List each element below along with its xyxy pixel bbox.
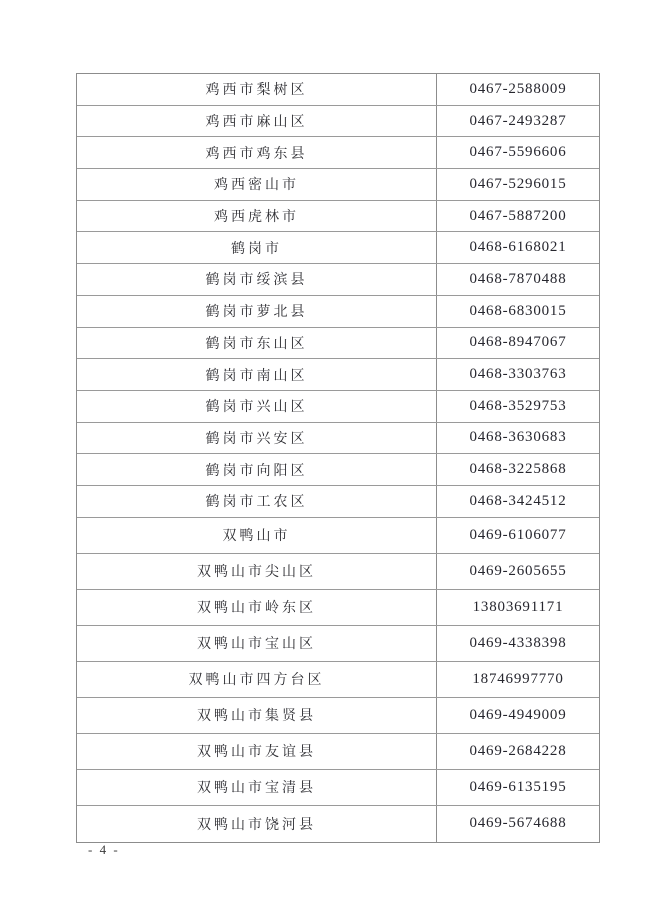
table-row xyxy=(77,454,599,486)
table-row xyxy=(77,201,599,233)
region-cell: 鸡西市麻山区 xyxy=(77,106,437,137)
phone-cell: 0467-5887200 xyxy=(469,207,567,224)
table-row xyxy=(77,734,599,770)
table-row xyxy=(77,74,599,106)
region-cell: 鹤岗市 xyxy=(77,232,437,263)
table-row xyxy=(77,423,599,455)
table-row xyxy=(77,359,599,391)
table-row xyxy=(77,169,599,201)
region-cell: 鹤岗市萝北县 xyxy=(77,296,437,327)
phone-cell: 0468-8947067 xyxy=(469,334,567,351)
table-row xyxy=(77,137,599,169)
table-row xyxy=(77,486,599,518)
phone-cell: 0468-3424512 xyxy=(469,492,567,509)
phone-cell: 0469-4338398 xyxy=(469,634,567,651)
phone-cell: 13803691171 xyxy=(472,598,564,615)
table-row xyxy=(77,264,599,296)
table-row xyxy=(77,698,599,734)
phone-cell: 0468-6830015 xyxy=(469,302,567,319)
region-cell: 鸡西市鸡东县 xyxy=(77,137,437,168)
region-cell: 鸡西市梨树区 xyxy=(77,74,437,105)
phone-cell: 0469-4949009 xyxy=(469,706,567,723)
region-cell: 鹤岗市兴山区 xyxy=(77,391,437,422)
region-cell: 双鸭山市尖山区 xyxy=(77,554,437,589)
table-row xyxy=(77,806,599,842)
table-row xyxy=(77,232,599,264)
page-number: - 4 - xyxy=(88,842,120,857)
table-row xyxy=(77,590,599,626)
region-cell: 双鸭山市宝清县 xyxy=(77,770,437,805)
region-cell: 双鸭山市友谊县 xyxy=(77,734,437,769)
phone-cell: 0469-6106077 xyxy=(469,526,567,543)
region-cell: 鹤岗市绥滨县 xyxy=(77,264,437,295)
phone-cell: 0469-5674688 xyxy=(469,815,567,832)
phone-cell: 0468-6168021 xyxy=(469,239,567,256)
phone-cell: 0469-6135195 xyxy=(469,778,567,795)
table-row xyxy=(77,770,599,806)
region-cell: 双鸭山市饶河县 xyxy=(77,806,437,842)
phone-cell: 0469-2684228 xyxy=(469,742,567,759)
phone-cell: 0468-3303763 xyxy=(469,366,567,383)
table-row xyxy=(77,662,599,698)
region-cell: 鸡西密山市 xyxy=(77,169,437,200)
table-row xyxy=(77,106,599,138)
table-row xyxy=(77,328,599,360)
phone-cell: 18746997770 xyxy=(472,670,564,687)
phone-cell: 0469-2605655 xyxy=(469,562,567,579)
region-cell: 双鸭山市宝山区 xyxy=(77,626,437,661)
table-row xyxy=(77,554,599,590)
table-row xyxy=(77,626,599,662)
region-cell: 鸡西虎林市 xyxy=(77,201,437,232)
region-cell: 双鸭山市岭东区 xyxy=(77,590,437,625)
table-row xyxy=(77,296,599,328)
region-cell: 鹤岗市东山区 xyxy=(77,328,437,359)
phone-cell: 0467-2588009 xyxy=(469,80,567,97)
phone-cell: 0467-5296015 xyxy=(469,175,567,192)
table-row xyxy=(77,391,599,423)
phone-cell: 0468-3630683 xyxy=(469,429,567,446)
phone-cell: 0468-7870488 xyxy=(469,270,567,287)
phone-cell: 0468-3225868 xyxy=(469,461,567,478)
region-cell: 鹤岗市工农区 xyxy=(77,486,437,517)
region-cell: 双鸭山市四方台区 xyxy=(77,662,437,697)
phone-cell: 0468-3529753 xyxy=(469,397,567,414)
region-cell: 双鸭山市 xyxy=(77,518,437,553)
region-cell: 双鸭山市集贤县 xyxy=(77,698,437,733)
phone-cell: 0467-2493287 xyxy=(469,112,567,129)
phone-cell: 0467-5596606 xyxy=(469,144,567,161)
phone-table xyxy=(76,73,600,843)
region-cell: 鹤岗市向阳区 xyxy=(77,454,437,485)
region-cell: 鹤岗市兴安区 xyxy=(77,423,437,454)
table-row xyxy=(77,518,599,554)
region-cell: 鹤岗市南山区 xyxy=(77,359,437,390)
